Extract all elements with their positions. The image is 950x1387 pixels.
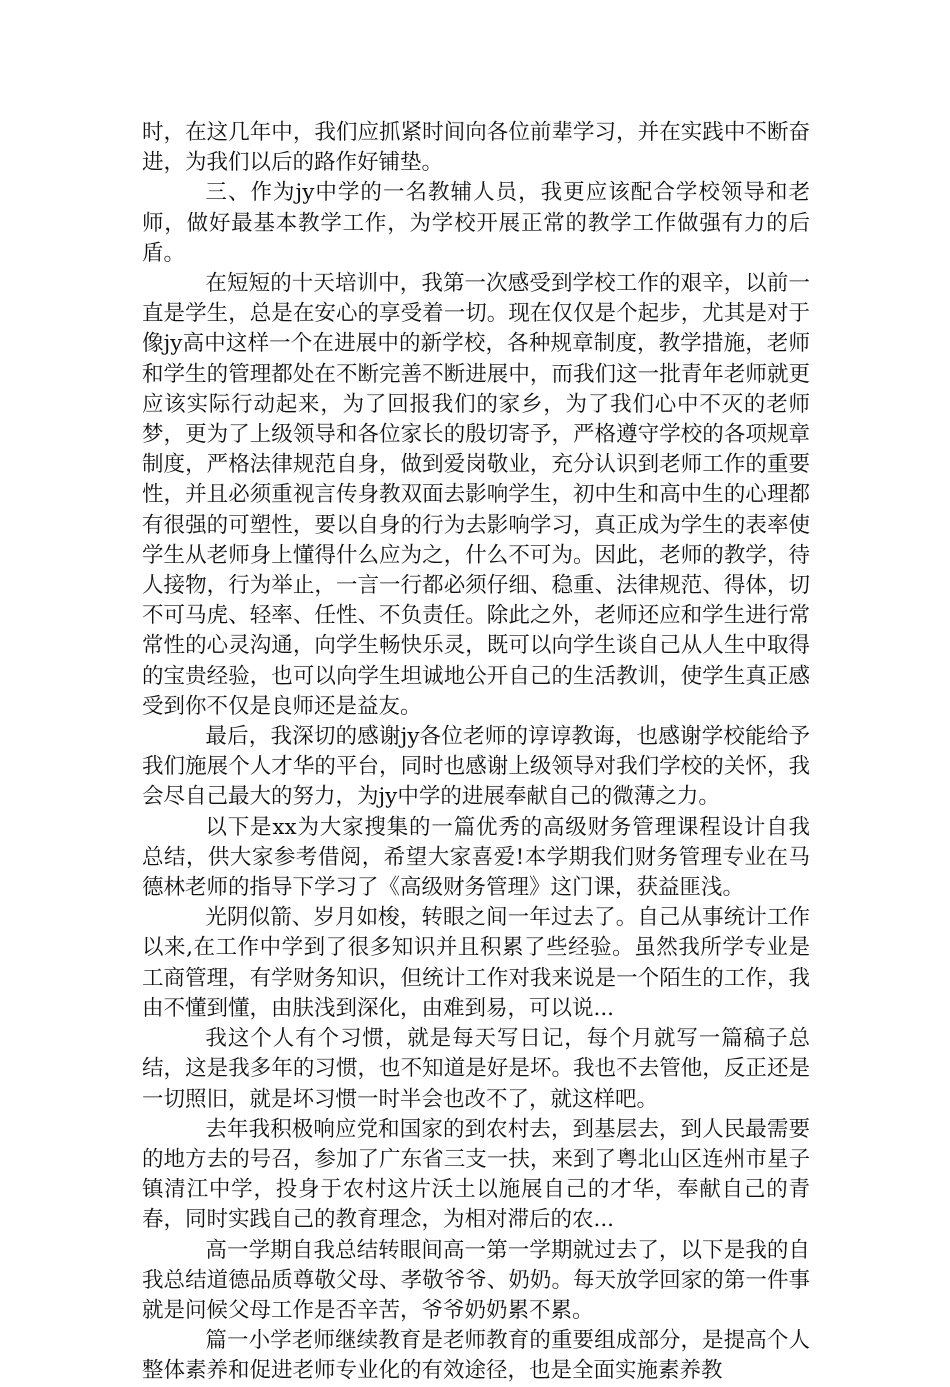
paragraph-9: 高一学期自我总结转眼间高一第一学期就过去了，以下是我的自我总结道德品质尊敬父母、孝敬爷爷、奶奶。每天放学回家的第一件事就是问候父母工作是否辛苦，爷爷奶奶累不累。 <box>142 1237 810 1323</box>
paragraph-10: 篇一小学老师继续教育是老师教育的重要组成部分，是提高个人整体素养和促进老师专业化的有效途径，也是全面实施素养教 <box>142 1328 810 1384</box>
document-body <box>142 118 810 1387</box>
paragraph-5: 以下是xx为大家搜集的一篇优秀的高级财务管理课程设计自我总结，供大家参考借阅，希望大家喜爱!本学期我们财务管理专业在马德林老师的指导下学习了《高级财务管理》这门课，获益匪浅。 <box>142 814 810 901</box>
paragraph-8: 去年我积极响应党和国家的到农村去，到基层去，到人民最需要的地方去的号召，参加了广东省三支一扶，来到了粤北山区连州市星子镇清江中学，投身于农村这片沃土以施展自己的才华，奉献自己的青春，同时实践自己的教育理念，为相对滞后的农... <box>142 1116 810 1233</box>
paragraph-4: 最后，我深切的感谢jy各位老师的谆谆教诲，也感谢学校能给予我们施展个人才华的平台，同时也感谢上级领导对我们学校的关怀，我会尽自己最大的努力，为jy中学的进展奉献自己的微薄之力。 <box>142 724 810 810</box>
paragraph-6: 光阴似箭、岁月如梭，转眼之间一年过去了。自己从事统计工作以来,在工作中学到了很多知识并且积累了些经验。虽然我所学专业是工商管理，有学财务知识，但统计工作对我来说是一个陌生的工作，我由不懂到懂，由肤浅到深化，由难到易，可以说... <box>142 905 810 1021</box>
paragraph-3: 在短短的十天培训中，我第一次感受到学校工作的艰辛，以前一直是学生，总是在安心的享受着一切。现在仅仅是个起步，尤其是对于像jy高中这样一个在进展中的新学校，各种规章制度，教学措施，老师和学生的管理都处在不断完善不断进展中，而我们这一批青年老师就更应该实际行动起来，为了回报我们的家乡，为了我们心中不灭的老师梦，更为了上级领导和各位家长的殷切寄予，严格遵守学校的各项规章制度，严格法律规范自身，做到爱岗敬业，充分认识到老师工作的重要性，并且必须重视言传身教双面去影响学生，初中生和高中生的心理都有很强的可塑性，要以自身的行为去影响学习，真正成为学生的表率使学生从老师身上懂得什么应为之，什么不可为。因此，老师的教学，待人接物，行为举止，一言一行都必须仔细、稳重、法律规范、得体，切不可马虎、轻率、任性、不负责任。除此之外，老师还应和学生进行常常性的心灵沟通，向学生畅快乐灵，既可以向学生谈自己从人生中取得的宝贵经验，也可以向学生坦诚地公开自己的生活教训，使学生真正感受到你不仅是良师还是益友。 <box>142 271 810 719</box>
paragraph-1: 时，在这几年中，我们应抓紧时间向各位前辈学习，并在实践中不断奋进，为我们以后的路作好铺垫。 <box>142 120 810 176</box>
paragraph-7: 我这个人有个习惯，就是每天写日记，每个月就写一篇稿子总结，这是我多年的习惯，也不知道是好是坏。我也不去管他，反正还是一切照旧，就是坏习惯一时半会也改不了，就这样吧。 <box>142 1026 810 1112</box>
paragraph-2: 三、作为jy中学的一名教辅人员，我更应该配合学校领导和老师，做好最基本教学工作，为学校开展正常的教学工作做强有力的后盾。 <box>142 180 810 266</box>
